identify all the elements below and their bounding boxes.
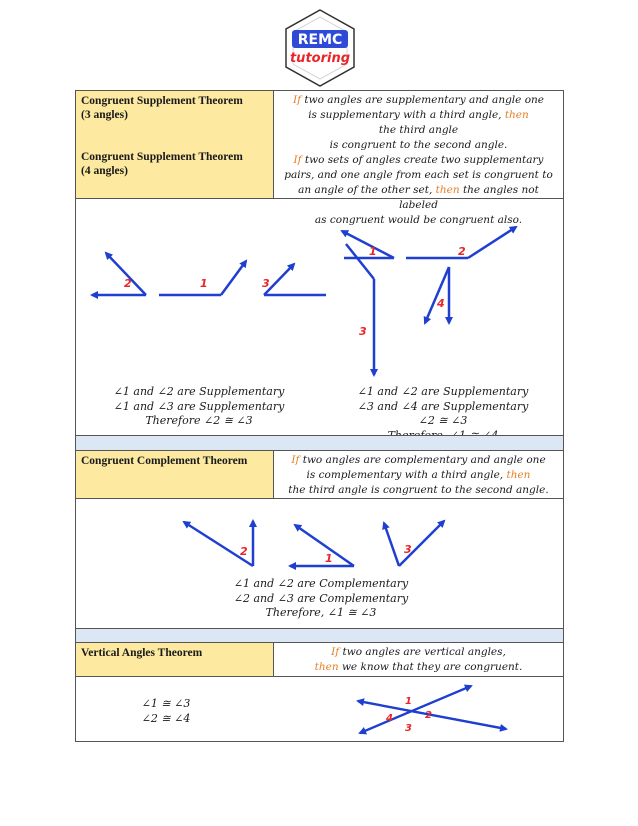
angle-r4-ray-down-left — [425, 267, 449, 323]
supplement-name-cell — [76, 91, 274, 198]
keyword: If — [292, 94, 302, 106]
keyword: If — [291, 454, 300, 466]
vertical-header-row — [76, 642, 563, 676]
stmt-line: ∠2 ≅ ∠4 — [141, 711, 191, 725]
keyword: then — [314, 661, 339, 673]
keyword: If — [293, 154, 302, 166]
definition-line — [278, 168, 559, 183]
definition-text: we know that they are congruent. — [338, 661, 523, 673]
supplement-3-name: Congruent Supplement Theorem — [81, 95, 243, 107]
label-angle-r3: 3 — [359, 325, 367, 338]
stmt-line: ∠1 ≅ ∠3 — [141, 697, 191, 710]
definition-text: pairs, and one angle from each set is congruent to — [284, 169, 553, 181]
stmt-line: ∠2 and ∠3 are Complementary — [233, 591, 409, 605]
stmt-line: Therefore, ∠1 ≅ ∠3 — [265, 606, 377, 619]
definition-text: is congruent to the second angle. — [329, 139, 508, 151]
label-vertical-4: 4 — [386, 713, 393, 724]
complement-statement — [216, 577, 426, 621]
definition-line — [278, 93, 559, 108]
definition-line — [278, 483, 559, 498]
definition-text: the third angle — [378, 124, 459, 136]
supplement-header-row — [76, 91, 563, 226]
stmt-line: ∠1 and ∠2 are Supplementary — [357, 385, 529, 398]
vertical-diagram — [76, 677, 563, 741]
definition-line — [278, 453, 559, 468]
supplement-definition-cell — [274, 91, 563, 226]
label-angle-r2: 2 — [458, 245, 466, 258]
stmt-line: ∠2 ≅ ∠3 — [418, 414, 468, 427]
angle-r1-ray-up — [342, 231, 394, 258]
label-angle-3: 3 — [262, 277, 270, 290]
definition-text: is complementary with a third angle, — [306, 469, 507, 481]
definition-line — [278, 660, 559, 675]
definition-line — [278, 153, 559, 168]
label-angle-c1: 1 — [325, 552, 333, 565]
stmt-line: ∠3 and ∠4 are Supplementary — [357, 399, 529, 413]
definition-text: two sets of angles create two supplementary — [301, 154, 544, 166]
definition-text: two angles are vertical angles, — [339, 646, 506, 658]
angle-1-ray-up — [221, 261, 246, 295]
stmt-line: ∠1 and ∠2 are Supplementary — [113, 385, 285, 398]
definition-line — [278, 468, 559, 483]
definition-line — [278, 108, 559, 123]
label-vertical-1: 1 — [405, 696, 412, 707]
definition-line — [278, 123, 559, 138]
logo-text-remc: REMC — [297, 32, 343, 48]
complement-name: Congruent Complement Theorem — [81, 455, 248, 467]
definition-text: two angles are supplementary and angle one — [301, 94, 545, 106]
vertical-line-a-down — [360, 686, 471, 733]
supplement-3-definition — [278, 93, 559, 153]
complement-diagram-row — [76, 498, 563, 628]
supplement-3-sub: (3 angles) — [81, 109, 128, 121]
definition-line — [278, 645, 559, 660]
angle-c3-ray-up — [384, 523, 399, 566]
keyword: then — [506, 469, 531, 481]
supplement-4-sub: (4 angles) — [81, 165, 128, 177]
logo-text-tutoring: tutoring — [289, 51, 351, 66]
supplement-3-statement — [104, 385, 294, 429]
definition-text: is supplementary with a third angle, — [308, 109, 505, 121]
label-vertical-2: 2 — [425, 710, 432, 721]
keyword: If — [331, 646, 340, 658]
complement-definition — [278, 453, 559, 498]
vertical-diagram-row — [76, 676, 563, 741]
label-angle-2: 2 — [124, 277, 132, 290]
spacer-row — [76, 435, 563, 450]
angle-r2-ray-up — [468, 227, 516, 258]
label-angle-c2: 2 — [240, 545, 248, 558]
vertical-definition-cell — [274, 643, 563, 676]
label-angle-1: 1 — [200, 277, 208, 290]
definition-text: the third angle is congruent to the second angle. — [288, 484, 549, 496]
label-vertical-3: 3 — [405, 723, 412, 734]
definition-text: two angles are complementary and angle one — [299, 454, 546, 466]
stmt-line: ∠1 and ∠2 are Complementary — [233, 577, 409, 590]
stmt-line: ∠1 and ∠3 are Supplementary — [113, 399, 285, 413]
stmt-line: Therefore ∠2 ≅ ∠3 — [145, 414, 253, 427]
angle-c2-ray-left — [184, 522, 253, 566]
vertical-name: Vertical Angles Theorem — [81, 647, 203, 659]
label-angle-c3: 3 — [404, 543, 412, 556]
vertical-name-cell — [76, 643, 274, 676]
remc-tutoring-logo — [284, 8, 356, 88]
keyword: then — [504, 109, 529, 121]
keyword: then — [435, 184, 460, 196]
label-angle-r1: 1 — [369, 245, 377, 258]
spacer-row — [76, 628, 563, 642]
definition-text: an angle of the other set, — [298, 184, 436, 196]
label-angle-r4: 4 — [437, 297, 445, 310]
definition-text: as congruent would be congruent also. — [314, 214, 523, 226]
vertical-definition — [278, 645, 559, 675]
supplement-diagram-row — [76, 198, 563, 435]
complement-header-row — [76, 450, 563, 498]
supplement-4-name: Congruent Supplement Theorem — [81, 151, 243, 163]
complement-definition-cell — [274, 451, 563, 498]
definition-text: the angles not labeled — [399, 184, 539, 211]
definition-line — [278, 138, 559, 153]
theorems-table — [75, 90, 564, 742]
complement-name-cell — [76, 451, 274, 498]
